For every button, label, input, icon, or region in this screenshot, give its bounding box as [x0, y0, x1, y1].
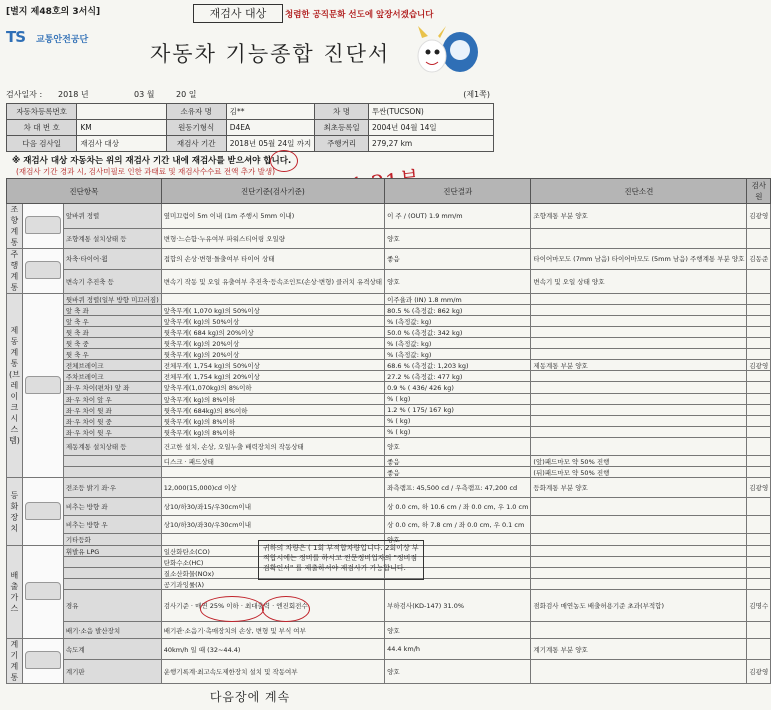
inspector-cell: [747, 394, 771, 405]
table-row: [7, 639, 771, 660]
result-cell: 1.2 % ( 175/ 167 kg): [385, 405, 531, 416]
inspector-cell: [747, 438, 771, 456]
inspector-cell: [747, 427, 771, 438]
section-label: 등화장치: [7, 478, 23, 546]
header: [0, 0, 500, 66]
headlight-photo: [22, 478, 63, 546]
item-cell: 뒷 축 우: [63, 349, 161, 360]
inspector-cell: [747, 382, 771, 394]
item-cell: 제동계통 설치상태 등: [63, 438, 161, 456]
item-cell: 비추는 방향 좌: [63, 498, 161, 516]
item-cell: 좌·우 차이 뒷 우: [63, 427, 161, 438]
recheck-badge: 재검사 대상: [193, 4, 283, 23]
standard-cell: 앞축무게( kg)의 50%이상: [161, 316, 384, 327]
inspector-cell: [747, 456, 771, 467]
diagnosis-table: [6, 178, 771, 684]
inspector-cell: [747, 294, 771, 305]
result-cell: 80.5 % (측정값: 862 kg): [385, 305, 531, 316]
opinion-cell: [531, 498, 747, 516]
result-cell: % ( kg): [385, 394, 531, 405]
item-cell: 경유: [63, 590, 161, 622]
inspector-cell: 김명수: [747, 590, 771, 622]
table-row: [7, 427, 771, 438]
inspector-cell: [747, 228, 771, 248]
header-opinion: 진단소견: [531, 179, 747, 204]
standard-cell: [161, 294, 384, 305]
mileage-value: 279,27 km: [368, 136, 493, 152]
result-cell: % ( kg): [385, 427, 531, 438]
item-cell: [63, 568, 161, 579]
header-result: 진단결과: [385, 179, 531, 204]
result-circle-smoke-limit: [200, 596, 264, 622]
inspector-cell: [747, 416, 771, 427]
item-cell: [63, 467, 161, 478]
opinion-cell: 변속기 및 오일 상태 양호: [531, 269, 747, 293]
vehicle-part-image: [25, 261, 61, 279]
result-cell: 좋음: [385, 467, 531, 478]
table-row: [7, 371, 771, 382]
inspector-cell: [747, 498, 771, 516]
item-cell: 배기·소음 발산장치: [63, 622, 161, 639]
item-cell: 좌·우 차이(편차) 앞 좌: [63, 382, 161, 394]
item-cell: 주차브레이크: [63, 371, 161, 382]
item-cell: 전체브레이크: [63, 360, 161, 371]
inspector-cell: [747, 534, 771, 546]
standard-cell: 디스크 · 패드상태: [161, 456, 384, 467]
reg-no-value: [77, 104, 166, 120]
item-cell: 앞 축 좌: [63, 305, 161, 316]
opinion-cell: 등화계통 부분 양호: [531, 478, 747, 498]
standard-cell: 배기관·소음기·촉매장치의 손상, 변형 및 부식 여부: [161, 622, 384, 639]
inspector-cell: [747, 622, 771, 639]
opinion-cell: (앞)패드마모 약 50% 진행: [531, 456, 747, 467]
model-label: 차 명: [315, 104, 369, 120]
result-cell: 이 주 / (OUT) 1.9 mm/m: [385, 204, 531, 229]
opinion-cell: [531, 438, 747, 456]
mascot-icon: [410, 22, 482, 84]
standard-cell: 탄화수소(HC): [161, 557, 384, 568]
vehicle-part-image: [25, 502, 61, 520]
mileage-label: 주행거리: [315, 136, 369, 152]
table-row: [7, 478, 771, 498]
section-label: 조향계통: [7, 204, 23, 249]
opinion-cell: [531, 416, 747, 427]
next-inspection-label: 다음 검사일: [7, 136, 77, 152]
item-cell: 기타등화: [63, 534, 161, 546]
owner-label: 소유자 명: [166, 104, 226, 120]
ts-logo: [6, 28, 116, 48]
standard-cell: 12,000(15,000)cd 이상: [161, 478, 384, 498]
first-reg-label: 최초등록일: [315, 120, 369, 136]
table-row: [7, 360, 771, 371]
item-cell: [63, 456, 161, 467]
opinion-cell: 타이어마모도 (7mm 남음) 타이어마모도 (5mm 남음) 주행계통 부분 양호: [531, 249, 747, 270]
opinion-cell: 계기계통 부분 양호: [531, 639, 747, 660]
inspector-cell: [747, 338, 771, 349]
table-row: [7, 204, 771, 229]
opinion-cell: [531, 228, 747, 248]
table-row: [7, 516, 771, 534]
vehicle-part-image: [25, 651, 61, 669]
inspection-date-label: 검사일자 :: [6, 90, 43, 99]
inspector-cell: [747, 305, 771, 316]
table-row: [7, 316, 771, 327]
standard-cell: 40km/h 일 때 (32~44.4): [161, 639, 384, 660]
result-cell: 50.0 % (측정값: 342 kg): [385, 327, 531, 338]
inspector-cell: [747, 316, 771, 327]
brake-photo: [22, 294, 63, 478]
standard-cell: 질소산화물(NOx): [161, 568, 384, 579]
inspection-date-row: [6, 87, 494, 103]
gauge-photo: [22, 639, 63, 684]
section-label: 배출가스: [7, 546, 23, 639]
result-cell: 좌측램프: 45,500 cd / 우측램프: 47,200 cd: [385, 478, 531, 498]
table-row: [7, 249, 771, 270]
drive-photo: [22, 249, 63, 294]
opinion-cell: [531, 382, 747, 394]
table-row: [7, 590, 771, 622]
standard-cell: 상10/하30/좌30/우30cm이내: [161, 516, 384, 534]
result-cell: 상 0.0 cm, 하 7.8 cm / 좌 0.0 cm, 우 0.1 cm: [385, 516, 531, 534]
opinion-cell: [531, 557, 747, 568]
header-standard: 진단기준(검사기준): [161, 179, 384, 204]
opinion-cell: [531, 579, 747, 590]
vehicle-part-image: [25, 376, 61, 394]
page-indicator: (제1쪽): [463, 90, 490, 99]
retest-notice: [6, 152, 494, 178]
slogan: 청렴한 공직문화 선도에 앞장서겠습니다: [285, 10, 434, 20]
standard-cell: 앞축무게( kg)의 8%이하: [161, 394, 384, 405]
standard-cell: 뒷축무게( 684 kg)의 20%이상: [161, 327, 384, 338]
form-number: [별지 제48호의 3서식]: [6, 7, 101, 17]
opinion-cell: [531, 294, 747, 305]
engine-label: 원동기형식: [166, 120, 226, 136]
result-cell: 0.9 % ( 436/ 426 kg): [385, 382, 531, 394]
model-value: 투싼(TUCSON): [368, 104, 493, 120]
retest-warning-box: 귀하의 차량은 ( 1회 부적합차량입니다. 2회이상 부적합시에는 정비를 하시고 전문정비업자의 "정비점검확인서" 를 제출하셔야 재검사가 가능합니다.: [258, 540, 424, 580]
item-cell: 변속기 추진축 등: [63, 269, 161, 293]
table-row: [7, 467, 771, 478]
table-row: [7, 327, 771, 338]
result-circle-mileage: [270, 150, 298, 172]
opinion-cell: [531, 427, 747, 438]
vehicle-part-image: [25, 216, 61, 234]
standard-cell: 변형·느슨함·누유여부 파워스티어링 오일량: [161, 228, 384, 248]
item-cell: 좌·우 차이 앞 우: [63, 394, 161, 405]
opinion-cell: [531, 371, 747, 382]
result-cell: 27.2 % (측정값: 477 kg): [385, 371, 531, 382]
inspector-cell: [747, 327, 771, 338]
inspector-cell: [747, 579, 771, 590]
inspector-cell: [747, 467, 771, 478]
item-cell: 좌·우 차이 뒷 좌: [63, 405, 161, 416]
standard-cell: 앞축무게( 1,070 kg)의 50%이상: [161, 305, 384, 316]
standard-cell: 뒷축무게( kg)의 8%이하: [161, 427, 384, 438]
table-row: [7, 416, 771, 427]
retest-period-label: 재검사 기간: [166, 136, 226, 152]
standard-cell: 뒷축무게( kg)의 8%이하: [161, 416, 384, 427]
standard-cell: 건고한 설치, 손상, 오일누출 배력장치의 작동상태: [161, 438, 384, 456]
opinion-cell: [531, 327, 747, 338]
vehicle-info-table: [6, 103, 494, 152]
item-cell: 앞바퀴 정렬: [63, 204, 161, 229]
standard-cell: 운행기록계·최고속도제한장치 설치 및 작동여부: [161, 660, 384, 684]
standard-cell: 전체무게( 1,754 kg)의 20%이상: [161, 371, 384, 382]
logo-mark: TS: [6, 28, 26, 46]
result-cell: % (측정값: kg): [385, 338, 531, 349]
standard-cell: 전체무게( 1,754 kg)의 50%이상: [161, 360, 384, 371]
retest-notice-line1: ※ 재검사 대상 자동차는 위의 재검사 기간 내에 재검사를 받으셔야 합니다.: [12, 156, 292, 166]
header-item: 진단항목: [7, 179, 162, 204]
table-row: [7, 579, 771, 590]
result-cell: 부하검사(KD-147) 31.0%: [385, 590, 531, 622]
item-cell: 속도계: [63, 639, 161, 660]
logo-text: 교통안전공단: [36, 35, 89, 45]
item-cell: 차축·타이어·휠: [63, 249, 161, 270]
result-cell: 좋음: [385, 249, 531, 270]
owner-value: 김**: [226, 104, 315, 120]
inspector-cell: 김광영: [747, 660, 771, 684]
standard-cell: 뒷축무게( kg)의 20%이상: [161, 338, 384, 349]
opinion-cell: [531, 394, 747, 405]
inspection-date-day: 20 일: [176, 90, 197, 99]
result-cell: 좋음: [385, 456, 531, 467]
table-row: [7, 438, 771, 456]
result-cell: 44.4 km/h: [385, 639, 531, 660]
vin-label: 차 대 번 호: [7, 120, 77, 136]
table-row: [7, 456, 771, 467]
inspector-cell: [747, 639, 771, 660]
inspector-cell: [747, 557, 771, 568]
item-cell: 뒷 축 중: [63, 338, 161, 349]
table-row: [7, 349, 771, 360]
vehicle-part-image: [25, 582, 61, 600]
opinion-cell: [531, 516, 747, 534]
inspector-cell: [747, 546, 771, 557]
table-row: [7, 394, 771, 405]
result-cell: 68.6 % (측정값: 1,203 kg): [385, 360, 531, 371]
next-inspection-value: 재검사 대상: [77, 136, 166, 152]
opinion-cell: [531, 305, 747, 316]
opinion-cell: [531, 349, 747, 360]
standard-cell: 일산화탄소(CO): [161, 546, 384, 557]
document-title: 자동차 기능종합 진단서: [150, 42, 391, 66]
inspector-cell: 김광영: [747, 478, 771, 498]
opinion-cell: 점화검사 매연농도 배출허용기준 초과(부적합): [531, 590, 747, 622]
result-cell: 상 0.0 cm, 하 10.6 cm / 좌 0.0 cm, 우 1.0 cm: [385, 498, 531, 516]
table-row: [7, 305, 771, 316]
reg-no-label: 자동차등록번호: [7, 104, 77, 120]
inspector-cell: 김광영: [747, 204, 771, 229]
engine-value: D4EA: [226, 120, 315, 136]
continue-footer: 다음장에 계속: [209, 690, 291, 704]
standard-cell: 상10/하30/좌15/우30cm이내: [161, 498, 384, 516]
opinion-cell: [531, 546, 747, 557]
inspector-cell: [747, 349, 771, 360]
table-row: [7, 269, 771, 293]
standard-cell: 옆미끄럼이 5m 이내 (1m 주행시 5mm 이내): [161, 204, 384, 229]
result-cell: 양호: [385, 269, 531, 293]
header-inspector: 검사원: [747, 179, 771, 204]
item-cell: 전조등 밝기 좌·우: [63, 478, 161, 498]
retest-notice-line2: (재검사 기간 경과 시, 검사미필로 인한 과태료 및 재검사수수료 전액 추가 발생): [16, 167, 276, 176]
opinion-cell: 조향계통 부분 양호: [531, 204, 747, 229]
opinion-cell: [531, 316, 747, 327]
opinion-cell: 제동계통 부분 양호: [531, 360, 747, 371]
first-reg-value: 2004년 04월 14일: [368, 120, 493, 136]
item-cell: 휘발유 LPG: [63, 546, 161, 557]
inspection-date-year: 2018 년: [58, 90, 89, 99]
result-cell: 양호: [385, 534, 531, 546]
opinion-cell: [531, 568, 747, 579]
standard-cell: 접합의 손상·변형·돌출여부 타이어 상태: [161, 249, 384, 270]
table-row: [7, 622, 771, 639]
result-cell: 양호: [385, 438, 531, 456]
opinion-cell: [531, 660, 747, 684]
standard-cell: 검사기준 · 매연 25% 이하 · 최대출력 · 엔진회전수: [161, 590, 384, 622]
standard-cell: 뒷축무게( kg)의 20%이상: [161, 349, 384, 360]
opinion-cell: [531, 405, 747, 416]
retest-period-value: 2018년 05월 24일 까지: [226, 136, 315, 152]
inspector-cell: [747, 269, 771, 293]
inspector-cell: [747, 371, 771, 382]
result-circle-smoke-value: [262, 596, 310, 622]
inspector-cell: 김동준: [747, 249, 771, 270]
item-cell: 앞 축 우: [63, 316, 161, 327]
item-cell: 뒷 축 좌: [63, 327, 161, 338]
inspector-cell: [747, 516, 771, 534]
standard-cell: 변속기 작동 및 오일 유출여부 추진축·등속조인트(손상·변형) 클러치 유격상태: [161, 269, 384, 293]
suspension-photo: [22, 204, 63, 249]
opinion-cell: [531, 622, 747, 639]
result-cell: % (측정값: kg): [385, 349, 531, 360]
opinion-cell: (뒤)패드마모 약 50% 진행: [531, 467, 747, 478]
diagnosis-table-body: [7, 204, 771, 684]
table-row: [7, 294, 771, 305]
table-row: [7, 382, 771, 394]
standard-cell: 뒷축무게( 684kg)의 8%이하: [161, 405, 384, 416]
result-cell: 양호: [385, 228, 531, 248]
result-cell: % (측정값: kg): [385, 316, 531, 327]
result-cell: 이주율과 (IN) 1.8 mm/m: [385, 294, 531, 305]
opinion-cell: [531, 338, 747, 349]
standard-cell: [161, 467, 384, 478]
item-cell: 좌·우 차이 뒷 중: [63, 416, 161, 427]
standard-cell: 공기과잉률(λ): [161, 579, 384, 590]
result-cell: 양호: [385, 660, 531, 684]
inspector-cell: [747, 405, 771, 416]
item-cell: [63, 579, 161, 590]
table-row: [7, 660, 771, 684]
item-cell: 비추는 방향 우: [63, 516, 161, 534]
standard-cell: 앞축무게(1,070kg)의 8%이하: [161, 382, 384, 394]
inspector-cell: [747, 568, 771, 579]
opinion-cell: [531, 534, 747, 546]
inspector-cell: 김광영: [747, 360, 771, 371]
section-label: 주행계통: [7, 249, 23, 294]
inspection-date-month: 03 월: [134, 90, 155, 99]
table-row: [7, 338, 771, 349]
item-cell: 뒷바퀴 정렬(일부 방향 미끄러짐): [63, 294, 161, 305]
result-cell: 양호: [385, 622, 531, 639]
table-row: [7, 405, 771, 416]
result-cell: % ( kg): [385, 416, 531, 427]
section-label: 계기계통: [7, 639, 23, 684]
item-cell: 계기판: [63, 660, 161, 684]
table-row: [7, 228, 771, 248]
item-cell: 조향계통 설치상태 등: [63, 228, 161, 248]
emission-photo: [22, 546, 63, 639]
item-cell: [63, 557, 161, 568]
result-cell: [385, 579, 531, 590]
table-row: [7, 498, 771, 516]
section-label: 제동계통(브레이크시스템): [7, 294, 23, 478]
vin-value: KM: [77, 120, 166, 136]
